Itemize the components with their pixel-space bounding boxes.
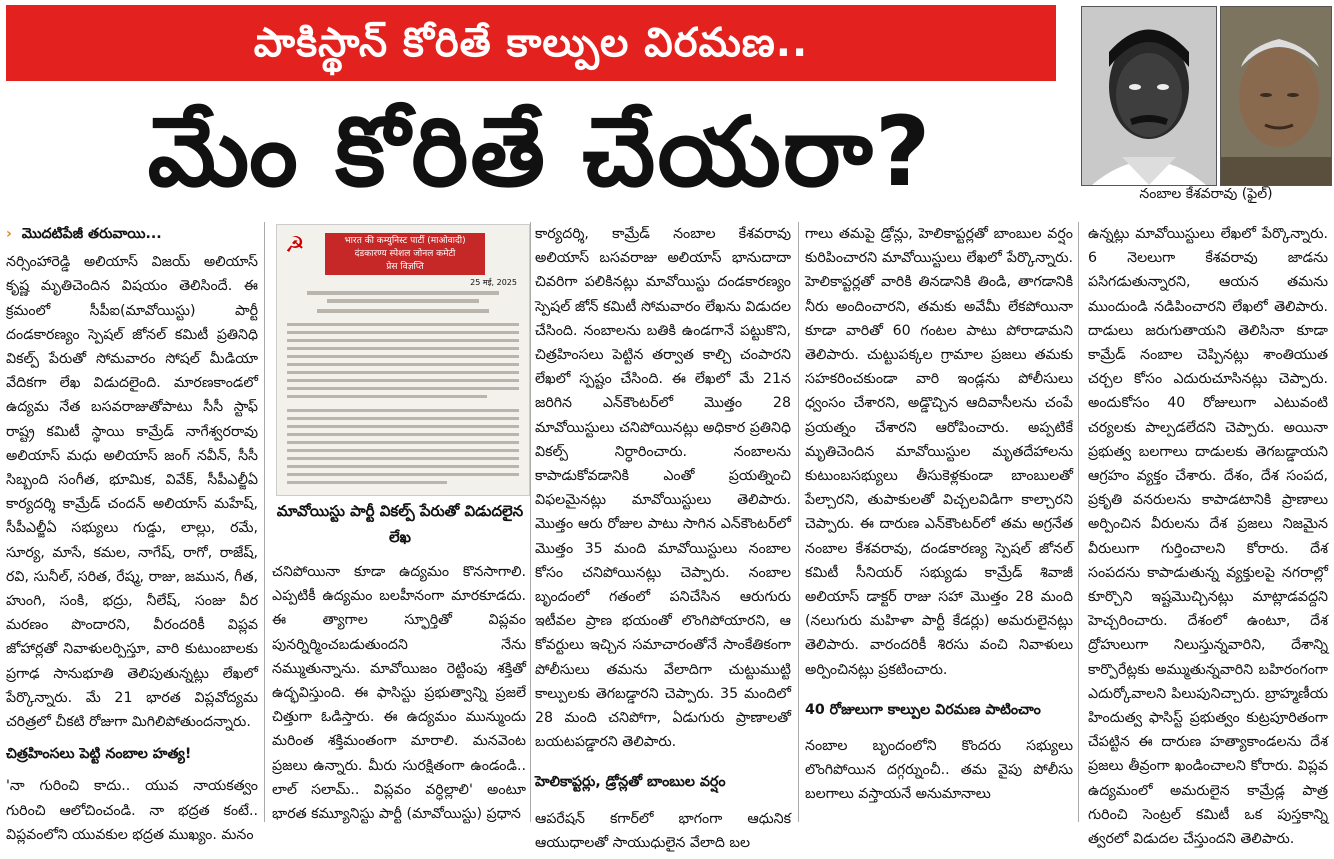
letter-header: भारत की कम्युनिस्ट पार्टी (माओवादी) दंडकारण्य स्पेशल जोनल कमेटी प्रेस विज्ञप्ति <box>325 233 485 275</box>
paragraph: నంబాల బృందంలోని కొందరు సభ్యులు లొంగిపోయిన దగ్గర్నుంచీ.. తమ వైపు పోలీసు బలగాలు వస్తాయనే అనుమానాలు <box>805 738 1073 803</box>
maoist-letter-image <box>276 224 530 496</box>
article-column-5 <box>1088 222 1328 855</box>
photo-young-portrait <box>1081 6 1217 186</box>
paragraph: కార్యదర్శి, కామ్రేడ్ నంబాల కేశవరావు అలియాస్ బసవరాజు అలియాస్ భానుదాదా చివరిగా పలికినట్లు మావోయిస్టు దండకారణ్యం స్పెషల్ జోన్ కమిటీ సోమవారం లేఖను విడుదల చేసింది. నంబాలను బతికి ఉండగానే పట్టుకొని, చిత్రహింసలు పెట్టిన తర్వాత కాల్చి చంపారని లేఖలో స్పష్టం చేసింది. ఈ లేఖలో మే 21న జరిగిన ఎన్‌కౌంటర్‌లో మొత్తం 28 మావోయిస్టులు చనిపోయినట్లు అధికార ప్రతినిధి వికల్ప్ నిర్ధారించారు. నంబాలను కాపాడుకోవడానికి ఎంతో ప్రయత్నించి విఫలమైనట్లు మావోయిస్టులు తెలిపారు. మొత్తం ఆరు రోజుల పాటు సాగిన ఎన్‌కౌంటర్‌లో మొత్తం 35 మంది మావోయిస్టులు నంబాల కోసం చనిపోయినట్లు చెప్పారు. నంబాల బృందంలో గతంలో పనిచేసిన ఆరుగురు ఇటీవల ప్రాణ భయంతో లొంగిపోయారని, ఆ కోవర్టులు ఇచ్చిన సమాచారంతోనే సాంకేతికంగా పోలీసులు తమను వేలాదిగా చుట్టుముట్టి కాల్పులకు తెగబడ్డారని చెప్పారు. 35 మందిలో 28 మంది చనిపోగా, ఏడుగురు ప్రాణాలతో బయటపడ్డారని తెలిపారు. <box>535 226 791 751</box>
paragraph: చనిపోయినా కూడా ఉద్యమం కొనసాగాలి. ఎప్పటికీ ఉద్యమం బలహీనంగా మారకూడదు. ఈ త్యాగాల స్ఫూర్తితో విప్లవం పునర్నిర్మించబడుతుందని నేను నమ్ముతున్నాను. మావోయిజం రెట్టింపు శక్తితో ఉద్భవిస్తుంది. ఈ ఫాసిస్టు ప్రభుత్వాన్ని ప్రజలే చిత్తుగా ఓడిస్తారు. ఈ ఉద్యమం మున్ముందు మరింత శక్తిమంతంగా మారాలి. మనవెంట ప్రజలు ఉన్నారు. మీరు సురక్షితంగా ఉండండి.. లాల్ సలామ్.. విప్లవం వర్ధిల్లాలి' అంటూ భారత కమ్యూనిస్టు పార్టీ (మావోయిస్టు) ప్రధాన <box>272 564 526 823</box>
column-rule <box>798 222 799 822</box>
paragraph: నర్సింహారెడ్డి అలియాస్ విజయ్ అలియాస్ కృష్ణ మృతిచెందిన విషయం తెలిసిందే. ఈ క్రమంలో సీపీఐ(మావోయిస్టు) పార్టీ దండకారణ్యం స్పెషల్ జోనల్ కమిటీ ప్రతినిధి వికల్ప్ పేరుతో సోమవారం సోషల్ మీడియా వేదికగా లేఖ విడుదలైంది. మారణకాండలో ఉద్యమ నేత బసవరాజుతోపాటు సీసీ స్టాఫ్ రాష్ట్ర కమిటీ స్థాయి కామ్రేడ్ నాగేశ్వరరావు అలియాస్ మధు అలియాస్ జంగ్ నవీన్, సీసీ సిబ్బంది సంగీత, భూమిక, వివేక్, సీపీఎల్జీఏ కార్యదర్శి కామ్రేడ్ చందన్ అలియాస్ మహేష్, సీపీఎల్జీఏ సభ్యులు గుడ్డు, లాల్లు, రమే, సూర్య, మాసే, కమల, నాగేష్, రాగో, రాజేష్, రవి, సునీల్, సరిత, రేష్మ, రాజు, జమున, గీత, హుంగి, సంకి, భద్రు, నీలేష్, సంజు వీర మరణం పొందారని, వీరందరికీ విప్లవ జోహార్లతో నివాళులర్పిస్తూ, వారి కుటుంబాలకు ప్రగాఢ సానుభూతి తెలిపుతున్నట్లు లేఖలో పేర్కొన్నారు. మే 21 భారత విప్లవోద్యమ చరిత్రలో చీకటి రోజుగా మిగిలిపోతుందన్నారు. <box>6 254 258 731</box>
photo-caption: నంబాల కేశవరావు (ఫైల్) <box>1139 186 1273 202</box>
article-column-4 <box>805 222 1073 811</box>
subheading: 40 రోజులుగా కాల్పుల విరమణ పాటించాం <box>805 701 1041 718</box>
column-rule <box>264 222 265 822</box>
kicker-banner: పాకిస్థాన్ కోరితే కాల్పుల విరమణ.. <box>6 5 1056 81</box>
hammer-sickle-icon: ☭ <box>285 233 305 258</box>
subheading: చిత్రహింసలు పెట్టి నంబాల హత్య! <box>6 746 192 763</box>
subheading: హెలికాప్టర్లు, డ్రోన్లతో బాంబుల వర్షం <box>535 774 726 791</box>
article-column-3 <box>535 222 791 859</box>
paragraph: 'నా గురించి కాదు.. యువ నాయకత్వం గురించి ఆలోచించండి. నా భద్రత కంటే.. విప్లవంలోని యువకుల భద్రత ముఖ్యం. మనం <box>6 778 258 843</box>
letter-caption: మావోయిస్టు పార్టీ వికల్ప్ పేరుతో విడుదలైన లేఖ <box>276 502 524 546</box>
article-column-1 <box>6 222 258 851</box>
paragraph: గాలు తమపై డ్రోన్లు, హెలికాప్టర్లతో బాంబుల వర్షం కురిపించారని మావోయిస్టులు లేఖలో పేర్కొన్నారు. హెలికాప్టర్లతో వారికి తినడానికి తిండి, తాగడానికి నీరు అందించారని, తమకు అవేమీ లేకపోయినా కూడా వారితో 60 గంటల పాటు పోరాడామని తెలిపారు. చుట్టుపక్కల గ్రామాల ప్రజలు తమకు సహకరించకుండా వారి ఇండ్లను పోలీసులు ధ్వంసం చేశారని, అడ్డొచ్చిన ఆదివాసీలను చంపే ప్రయత్నం చేశారని ఆరోపించారు. అప్పటికే మృతిచెందిన మావోయిస్టుల మృతదేహాలను కుటుంబసభ్యులు తీసుకెళ్లకుండా బాంబులతో పేల్చారని, తుపాకులతో విచ్చలవిడిగా కాల్చారని చెప్పారు. ఈ దారుణ ఎన్‌కౌంటర్‌లో తమ అగ్రనేత నంబాల కేశవరావు, దండకారణ్య స్పెషల్ జోనల్ కమిటీ సీనియర్ సభ్యుడు కామ్రేడ్ శివాజీ అలియాస్ డాక్టర్ రాజు సహా మొత్తం 28 మంది (నలుగురు మహిళా పార్టీ కేడర్లు) అమరులైనట్లు తెలిపారు. వారందరికీ శిరసు వంచి నివాళులు అర్పించినట్లు ప్రకటించారు. <box>805 226 1073 678</box>
photo-old-portrait <box>1220 6 1332 186</box>
column-rule <box>1078 222 1079 822</box>
letter-date: 25 मई, 2025 <box>470 278 517 287</box>
paragraph: ఆపరేషన్ కగార్‌లో భాగంగా ఆధునిక ఆయుధాలతో సాయుధులైన వేలాది బల <box>535 810 791 851</box>
chevron-right-icon: › <box>6 226 12 242</box>
continued-label: మొదటిపేజీ తరువాయి... <box>21 226 162 242</box>
article-column-2 <box>272 560 526 830</box>
paragraph: ఉన్నట్లు మావోయిస్టులు లేఖలో పేర్కొన్నారు. 6 నెలలుగా కేశవరావు జాడను పసిగడుతున్నారని, ఆయన తమను ముందుండి నడిపించారని లేఖలో తెలిపారు. దాడులు జరుగుతాయని తెలిసినా కూడా కామ్రేడ్ నంబాల చెప్పినట్లు శాంతియుత చర్చల కోసం ఎదురుచూసినట్లు చెప్పారు. అందుకోసం 40 రోజులుగా ఎటువంటి చర్యలకు పాల్పడలేదని చెప్పారు. అయినా ప్రభుత్వ బలగాలు దాడులకు తెగబడ్డాయని ఆగ్రహం వ్యక్తం చేశారు. దేశం, దేశ సంపద, ప్రకృతి వనరులను కాపాడటానికి ప్రాణాలు అర్పించిన వీరులను దేశ ప్రజలు నిజమైన వీరులుగా గుర్తించాలని కోరారు. దేశ సంపదను కాపాడుతున్న వ్యక్తులపై నగరాల్లో కూర్చొని ఇష్టమొచ్చినట్లు మాట్లాడవద్దని హెచ్చరించారు. దేశంలో ఉంటూ, దేశ ద్రోహులుగా నిలుస్తున్నవారిని, దేశాన్ని కార్పొరేట్లకు అమ్ముతున్నవారిని బహిరంగంగా ఎదుర్కోవాలని పిలుపునిచ్చారు. బ్రాహ్మణీయ హిందుత్వ ఫాసిస్ట్ ప్రభుత్వం కుట్రపూరితంగా చేపట్టిన ఈ దారుణ హత్యాకాండలను దేశ ప్రజలు తీవ్రంగా ఖండించాలని కోరారు. విప్లవ ఉద్యమంలో అమరులైన కామ్రేడ్ల పాత్ర గురించి సెంట్రల్ కమిటీ ఒక పుస్తకాన్ని త్వరలో విడుదల చేస్తుందని తెలిపారు. <box>1088 226 1328 848</box>
headline: మేం కోరితే చేయరా? <box>147 96 933 208</box>
column-rule <box>530 222 531 822</box>
